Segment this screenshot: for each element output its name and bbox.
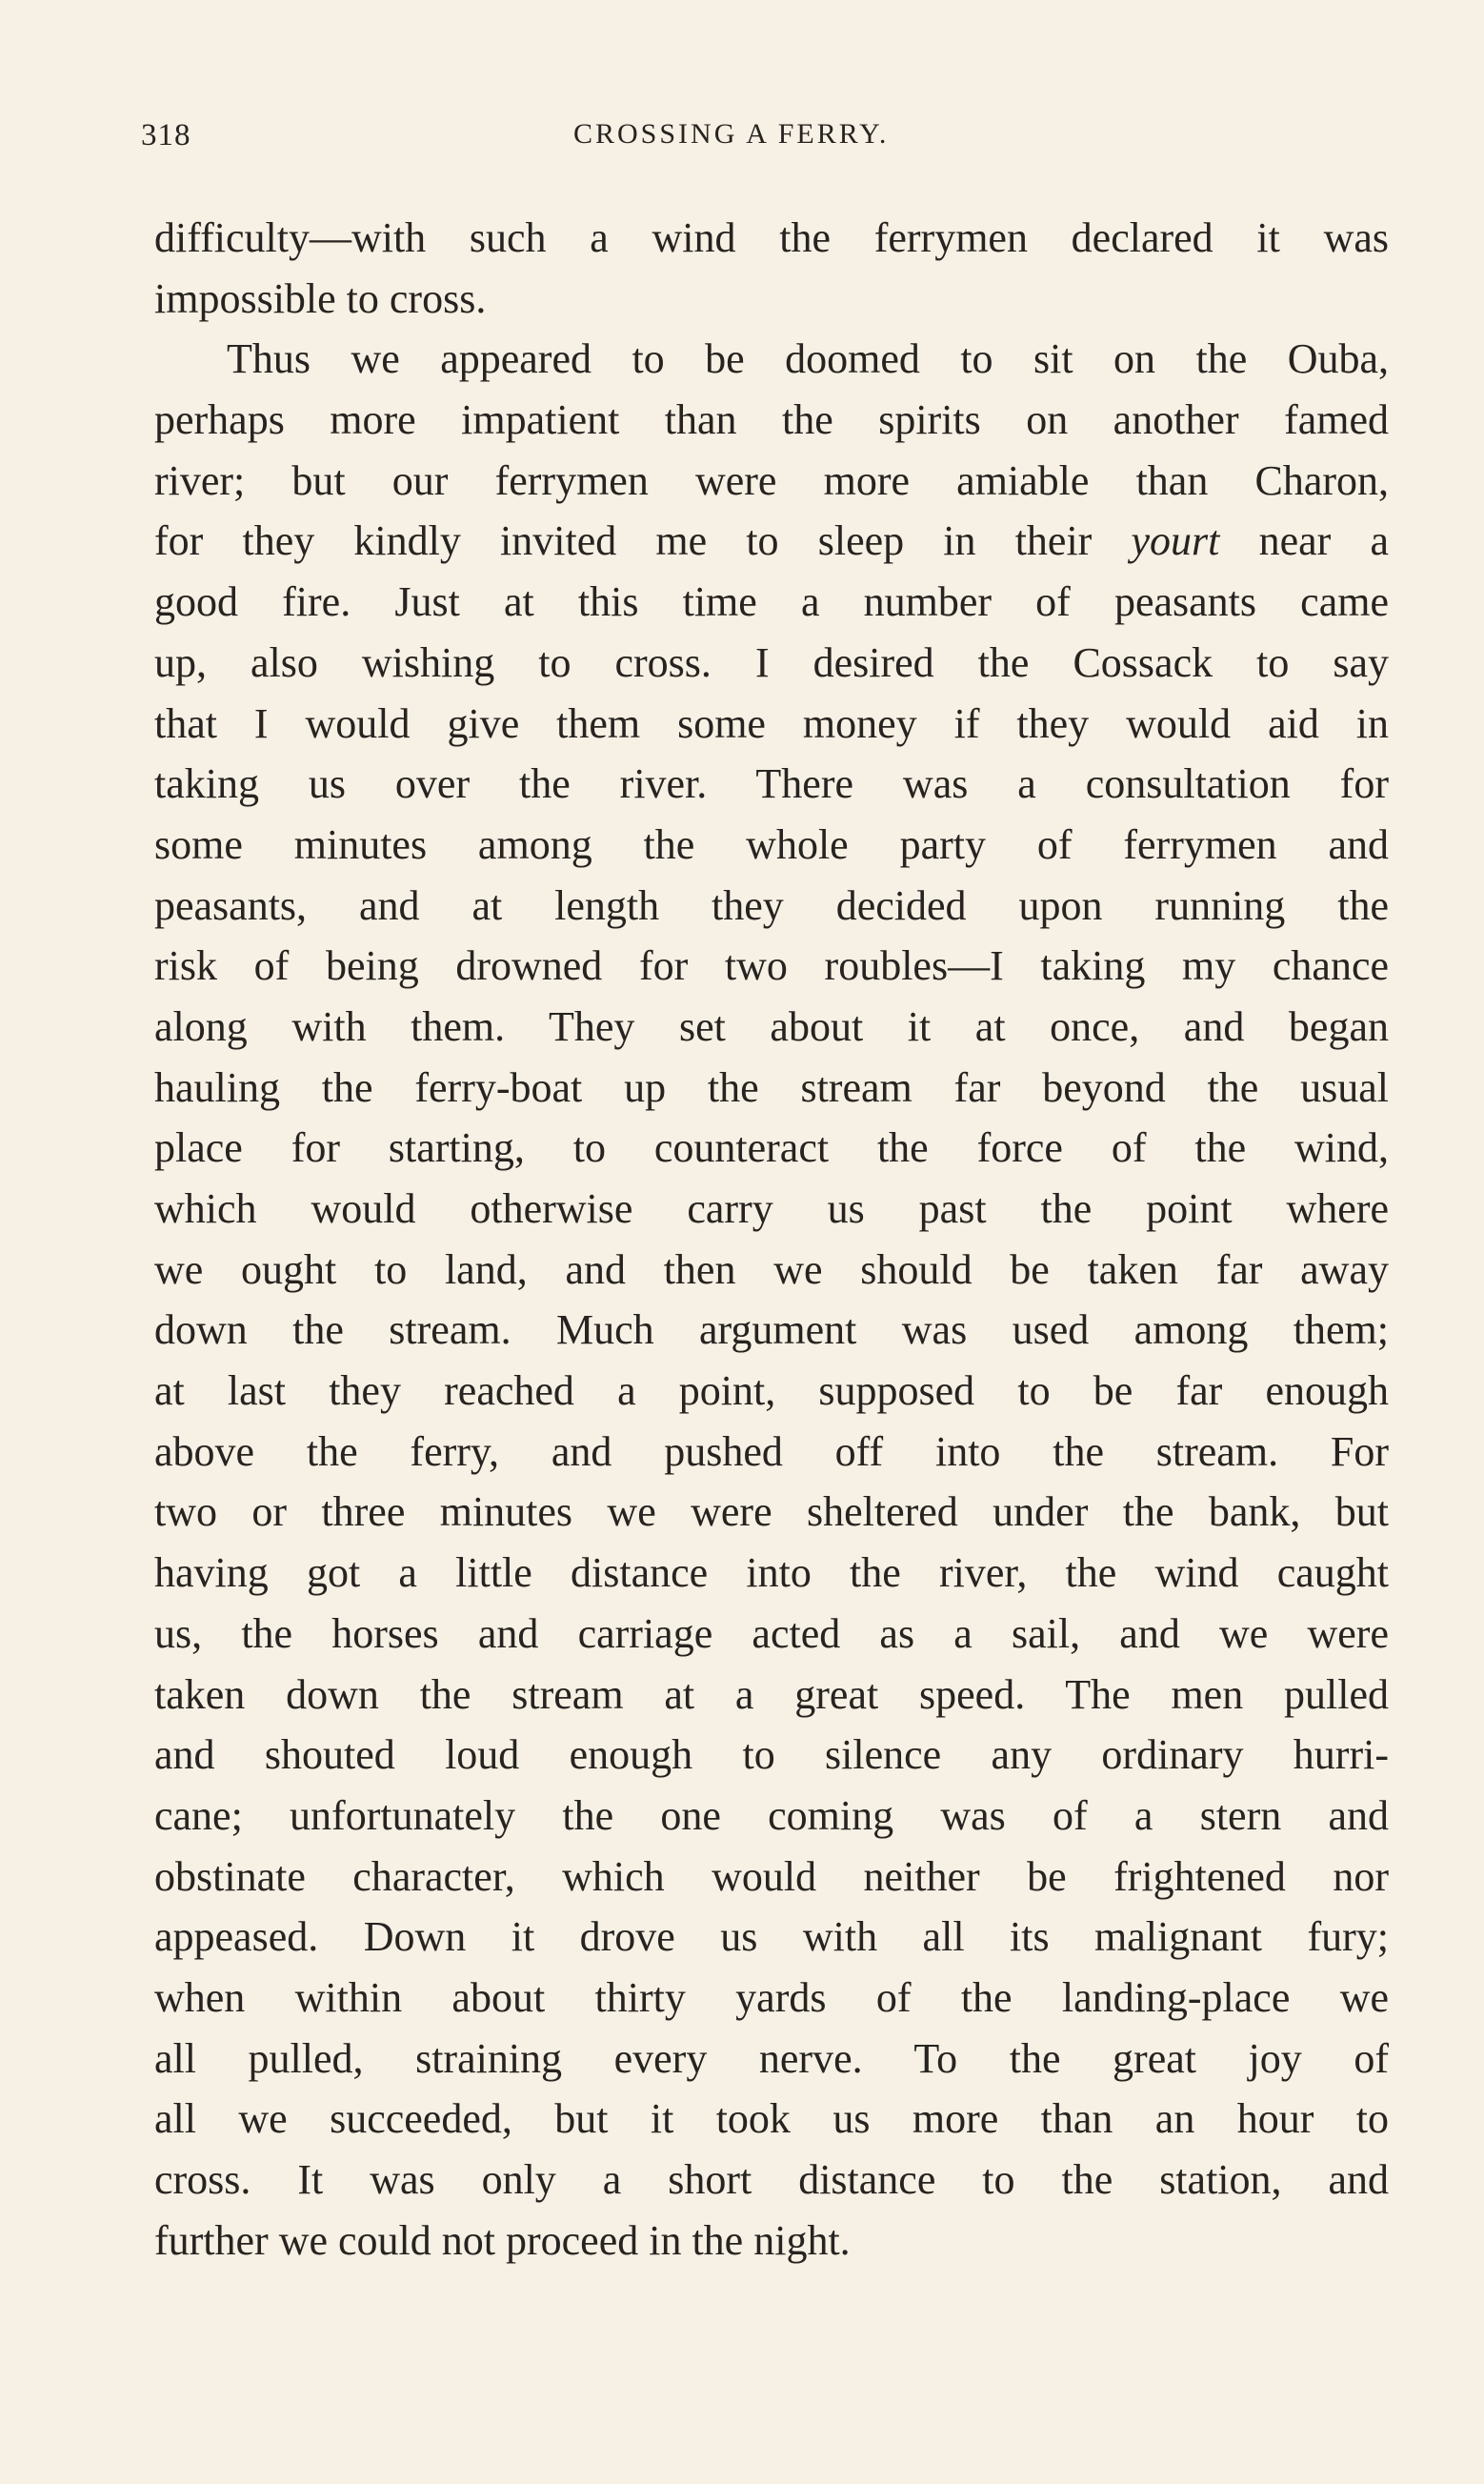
text-line: good fire. Just at this time a number of peasants came [154,578,1389,626]
text-line: we ought to land, and then we should be taken far away [154,1245,1389,1293]
text-line: cross. It was only a short distance to the station, and [154,2156,1389,2203]
running-head [141,118,947,166]
text-line: difficulty—with such a wind the ferrymen declared it was [154,214,1389,261]
text-line: along with them. They set about it at once, and began [154,1002,1389,1050]
text-line: above the ferry, and pushed off into the stream. For [154,1427,1389,1475]
text-line: taken down the stream at a great speed. The men pulled [154,1670,1389,1718]
text-line [154,511,1389,572]
text-line: river; but our ferrymen were more amiable than Charon, [154,456,1389,504]
text-line: hauling the ferry-boat up the stream far beyond the usual [154,1063,1389,1111]
text-line: Thus we appeared to be doomed to sit on the Ouba, [227,335,1389,383]
text-line: having got a little distance into the river, the wind caught [154,1549,1389,1597]
text-line: which would otherwise carry us past the point where [154,1185,1389,1232]
text-line: us, the horses and carriage acted as a sail, and we were [154,1609,1389,1657]
text-line: risk of being drowned for two roubles—I taking my chance [154,942,1389,990]
text-line: taking us over the river. There was a consultation for [154,760,1389,808]
text-line: cane; unfortunately the one coming was of a stern and [154,1791,1389,1839]
text-line: some minutes among the whole party of ferrymen and [154,820,1389,868]
text-line: appeased. Down it drove us with all its malignant fury; [154,1913,1389,1961]
text-line: perhaps more impatient than the spirits on another famed [154,396,1389,444]
text-run: for they kindly invited me to sleep in their [154,517,1132,565]
page-number: 318 [141,118,191,152]
text-line: place for starting, to counteract the force of the wind, [154,1124,1389,1172]
text-line: all we succeeded, but it took us more than an hour to [154,2095,1389,2143]
text-line: that I would give them some money if they would aid in [154,699,1389,747]
text-line: two or three minutes we were sheltered under the bank, but [154,1488,1389,1536]
text-line: peasants, and at length they decided upon running the [154,881,1389,929]
text-line: up, also wishing to cross. I desired the Cossack to say [154,638,1389,686]
text-line: impossible to cross. [154,274,487,322]
text-line: down the stream. Much argument was used among them; [154,1306,1389,1354]
running-title: CROSSING A FERRY. [573,118,890,150]
text-run: near a [1219,517,1389,565]
text-line: when within about thirty yards of the landing-place we [154,1973,1389,2021]
text-line: all pulled, straining every nerve. To the great joy of [154,2034,1389,2082]
text-line: at last they reached a point, supposed to be far enough [154,1367,1389,1415]
italic-word: yourt [1131,517,1220,565]
text-line: further we could not proceed in the night. [154,2216,851,2264]
text-line: and shouted loud enough to silence any ordinary hurri- [154,1731,1389,1779]
text-line: obstinate character, which would neither be frightened nor [154,1852,1389,1900]
body-text [154,208,1389,2271]
